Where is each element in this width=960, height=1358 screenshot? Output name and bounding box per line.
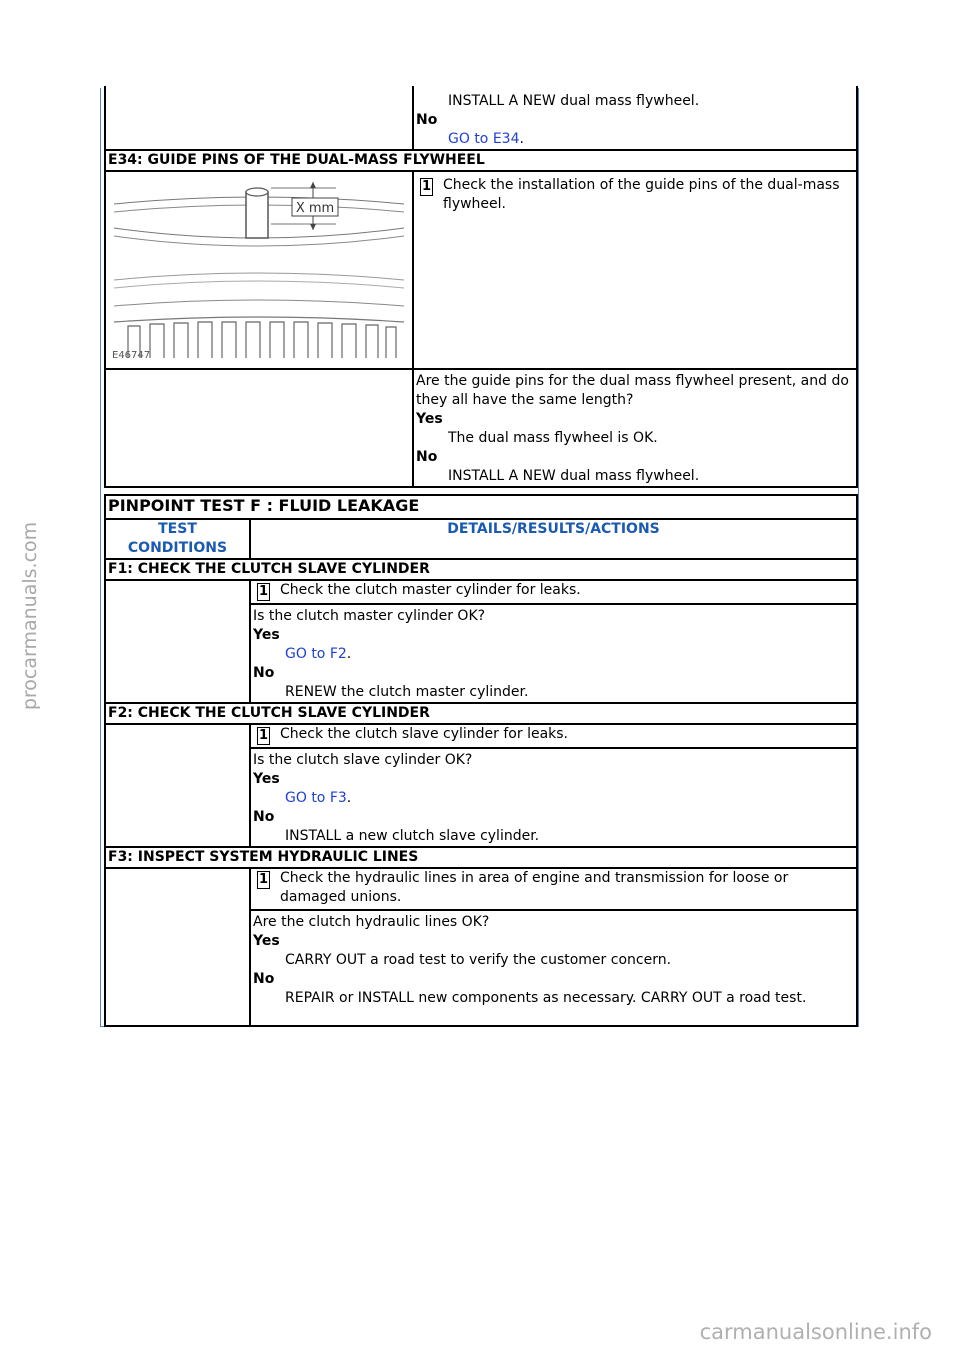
f2-no-action: INSTALL a new clutch slave cylinder. (285, 828, 540, 844)
step-number-badge: 1 (258, 872, 269, 887)
e33-no-label: No (416, 112, 438, 128)
f3-step-text: Check the hydraulic lines in area of engine and transmission for loose or damaged unions. (280, 870, 789, 905)
go-to-e34-link[interactable]: GO to E34 (448, 131, 520, 147)
col-header-details: DETAILS/RESULTS/ACTIONS (250, 519, 857, 559)
e34-step-cell (413, 171, 857, 369)
f2-no-label: No (253, 809, 275, 825)
e34-heading: E34: GUIDE PINS OF THE DUAL-MASS FLYWHEEL (105, 150, 857, 171)
go-to-f2-link[interactable]: GO to F2 (285, 646, 347, 662)
side-watermark: procarmanuals.com (19, 521, 41, 711)
f2-yes-label: Yes (253, 771, 280, 787)
f1-yes-label: Yes (253, 627, 280, 643)
f3-no-label: No (253, 971, 275, 987)
e33-empty-cell (105, 86, 413, 150)
test-f-title: PINPOINT TEST F : FLUID LEAKAGE (105, 495, 857, 519)
step-number-badge: 1 (258, 728, 269, 743)
f2-result-cell: Is the clutch slave cylinder OK? Yes GO to F3. No INSTALL a new clutch slave cylinder. (250, 748, 857, 847)
f3-yes-action: CARRY OUT a road test to verify the customer concern. (285, 952, 672, 968)
f3-conditions-cell (105, 868, 250, 1026)
e34-yes-label: Yes (416, 411, 443, 427)
e34-yes-action: The dual mass flywheel is OK. (448, 430, 658, 446)
f1-no-action: RENEW the clutch master cylinder. (285, 684, 529, 700)
e34-figure-cell (105, 171, 413, 369)
step-number-badge: 1 (421, 179, 432, 194)
test-f-table (104, 494, 858, 1027)
step-number-badge: 1 (258, 584, 269, 599)
f1-step-text: Check the clutch master cylinder for leaks. (280, 582, 581, 598)
f1-no-label: No (253, 665, 275, 681)
figure-dimension-label: X mm (295, 201, 335, 216)
e34-no-label: No (416, 449, 438, 465)
e34-table (104, 86, 858, 488)
f3-no-action: REPAIR or INSTALL new components as necessary. CARRY OUT a road test. (285, 990, 807, 1006)
f1-question: Is the clutch master cylinder OK? (253, 608, 486, 624)
f2-step-cell (250, 724, 857, 748)
col-header-conditions: TEST CONDITIONS (105, 519, 250, 559)
f1-conditions-cell (105, 580, 250, 703)
e33-install-text: INSTALL A NEW dual mass flywheel. (448, 93, 700, 109)
e33-cont-cell: INSTALL A NEW dual mass flywheel. No GO to E34. (413, 86, 857, 150)
f2-heading: F2: CHECK THE CLUTCH SLAVE CYLINDER (105, 703, 857, 724)
f3-result-cell (250, 910, 857, 1026)
bottom-watermark: carmanualsonline.info (699, 1320, 932, 1344)
f1-heading: F1: CHECK THE CLUTCH SLAVE CYLINDER (105, 559, 857, 580)
guide-pin-diagram (106, 172, 410, 362)
f3-step-cell (250, 868, 857, 910)
go-to-f3-link[interactable]: GO to F3 (285, 790, 347, 806)
e34-empty-cell (105, 369, 413, 487)
f2-question: Is the clutch slave cylinder OK? (253, 752, 473, 768)
e34-result-cell (413, 369, 857, 487)
f2-step-text: Check the clutch slave cylinder for leaks. (280, 726, 568, 742)
e34-question: Are the guide pins for the dual mass flywheel present, and do they all have the same length? (416, 373, 849, 408)
f3-yes-label: Yes (253, 933, 280, 949)
f2-conditions-cell (105, 724, 250, 847)
figure-id-label: E46747 (112, 350, 151, 361)
e34-no-action: INSTALL A NEW dual mass flywheel. (448, 468, 700, 484)
f1-result-cell: Is the clutch master cylinder OK? Yes GO to F2. No RENEW the clutch master cylinder. (250, 604, 857, 703)
f3-question: Are the clutch hydraulic lines OK? (253, 914, 490, 930)
f1-step-cell (250, 580, 857, 604)
e34-step-text: Check the installation of the guide pins of the dual-mass flywheel. (443, 177, 840, 212)
f3-heading: F3: INSPECT SYSTEM HYDRAULIC LINES (105, 847, 857, 868)
